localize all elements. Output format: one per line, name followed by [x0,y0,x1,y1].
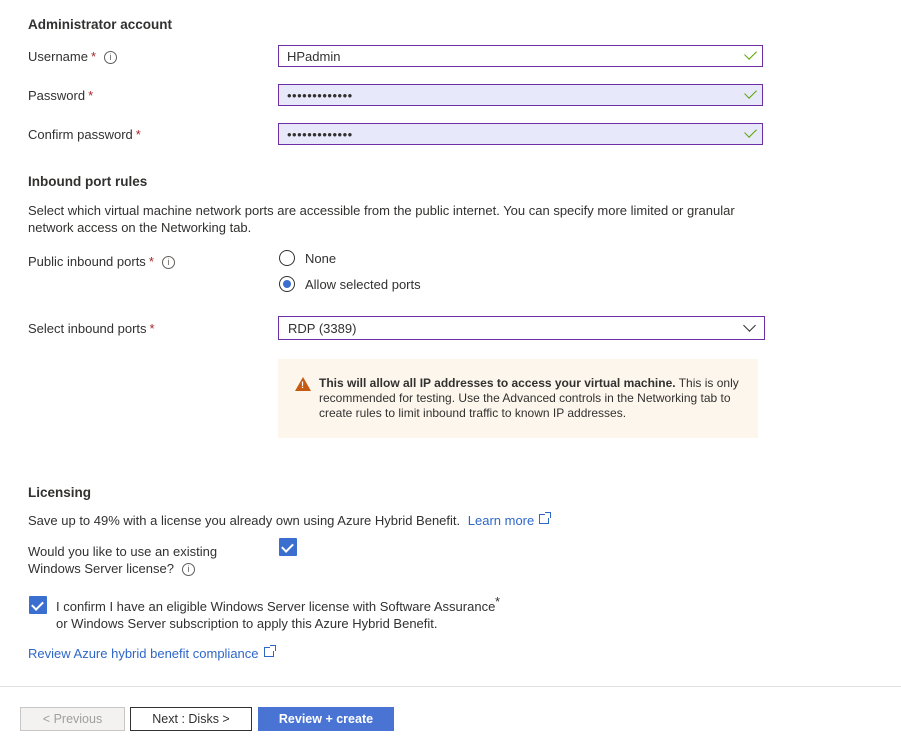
required-mark: * [148,254,154,269]
confirm-password-label [28,127,141,142]
radio-allow-selected-ports-label[interactable]: Allow selected ports [305,277,421,292]
select-inbound-ports-label-text: Select inbound ports [28,321,147,336]
username-label-text: Username [28,49,88,64]
valid-check-icon [744,86,757,99]
next-disks-button[interactable]: Next : Disks > [130,707,252,731]
username-input[interactable] [279,46,727,66]
licensing-section-title: Licensing [28,485,92,500]
existing-license-label-line2 [28,560,217,577]
required-mark: * [88,88,94,103]
required-mark: * [135,127,141,142]
existing-license-checkbox[interactable] [279,538,297,556]
info-icon[interactable]: i [182,563,195,576]
warning-text-rest: This is only recommended for testing. Use the Advanced controls in the Networking tab to create rules to limit inbound traffic to known IP addresses. [319,376,739,420]
confirm-password-field[interactable] [278,123,763,145]
confirm-password-input[interactable] [279,124,727,144]
required-mark: * [495,594,501,609]
confirm-license-text-line1: I confirm I have an eligible Windows Server license with Software Assurance [56,599,496,614]
chevron-down-icon [743,319,756,332]
existing-license-label-line1: Would you like to use an existing [28,544,218,559]
warning-message [278,359,758,438]
valid-check-icon [744,125,757,138]
compliance-link-text[interactable]: Review Azure hybrid benefit compliance [28,646,259,661]
required-mark: * [149,321,155,336]
info-icon[interactable]: i [162,256,175,269]
inbound-description: Select which virtual machine network ports are accessible from the public internet. You can specify more limited or granular network access on the Networking tab. [28,203,735,235]
learn-more-link-text: Learn more [467,513,535,528]
confirm-password-label-text: Confirm password [28,127,133,142]
radio-none[interactable] [279,250,295,266]
confirm-license-checkbox[interactable] [29,596,47,614]
inbound-ports-selected-value: RDP (3389) [288,321,357,336]
existing-license-label [28,543,217,577]
public-inbound-ports-label [28,254,175,269]
admin-section-title: Administrator account [28,17,173,32]
valid-check-icon [744,47,757,60]
warning-icon-glyph: ! [301,380,304,390]
radio-allow-selected-ports[interactable] [279,276,295,292]
inbound-ports-dropdown[interactable] [278,316,765,340]
password-field[interactable] [278,84,763,106]
info-icon[interactable]: i [104,51,117,64]
previous-button[interactable]: < Previous [20,707,125,731]
licensing-description [28,513,549,528]
compliance-link[interactable] [28,646,274,661]
username-field[interactable] [278,45,763,67]
review-create-button[interactable]: Review + create [258,707,394,731]
confirm-license-text [56,598,495,632]
radio-none-label[interactable]: None [305,251,337,266]
warning-text [319,376,744,421]
public-inbound-ports-label-text: Public inbound ports [28,254,146,269]
required-mark: * [90,49,97,64]
licensing-description-text: Save up to 49% with a license you already own using Azure Hybrid Benefit. [28,513,461,528]
warning-text-bold: This will allow all IP addresses to access your virtual machine. [319,376,676,390]
learn-more-link[interactable] [468,513,549,528]
external-link-icon [539,514,549,524]
external-link-icon [264,647,274,657]
footer-divider [0,686,901,687]
inbound-section-title: Inbound port rules [28,174,148,189]
select-inbound-ports-label [28,321,155,336]
warning-icon [295,377,311,391]
confirm-license-text-line2: or Windows Server subscription to apply this Azure Hybrid Benefit. [56,616,438,631]
username-label [28,49,117,64]
password-label [28,88,93,103]
existing-license-label-line2-text: Windows Server license? [28,561,174,576]
password-label-text: Password [28,88,86,103]
password-input[interactable] [279,85,727,105]
